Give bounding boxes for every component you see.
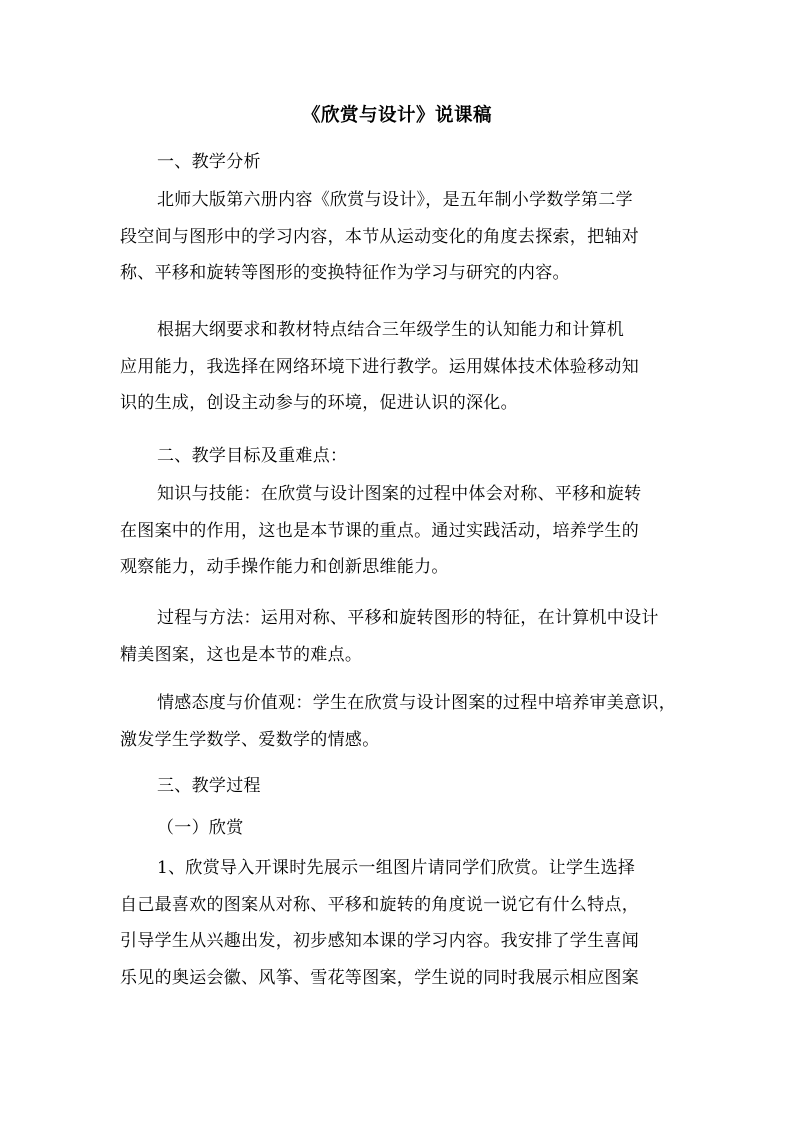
text-line: 观察能力，动手操作能力和创新思维能力。 xyxy=(120,557,449,577)
document-title: 《欣赏与设计》说课稿 xyxy=(301,105,492,126)
paragraph-knowledge-skills xyxy=(120,476,676,586)
section-heading-objectives xyxy=(120,438,676,475)
paragraph-process-methods xyxy=(120,600,676,673)
text-line: 北师大版第六册内容《欣赏与设计》，是五年制小学数学第二学 xyxy=(157,190,633,210)
text-line: 识的生成，创设主动参与的环境，促进认识的深化。 xyxy=(120,393,518,413)
text-line: 段空间与图形中的学习内容，本节从运动变化的角度去探索，把轴对 xyxy=(120,226,639,247)
text-line: 自己最喜欢的图案从对称、平移和旋转的角度说一说它有什么特点， xyxy=(120,894,639,915)
text-line: 根据大纲要求和教材特点结合三年级学生的认知能力和计算机 xyxy=(157,320,625,340)
text-line: 过程与方法：运用对称、平移和旋转图形的特征，在计算机中设计 xyxy=(157,608,659,628)
text-line: 精美图案，这也是本节的难点。 xyxy=(120,644,363,665)
text-line: 三、教学过程 xyxy=(157,776,261,796)
text-line: （一）欣赏 xyxy=(157,818,244,838)
text-line: 一、教学分析 xyxy=(157,152,261,172)
text-line: 引导学生从兴趣出发，初步感知本课的学习内容。我安排了学生喜闻 xyxy=(120,931,639,951)
paragraph-textbook-intro xyxy=(120,182,676,292)
text-line: 激发学生学数学、爱数学的情感。 xyxy=(120,729,380,750)
text-line: 知识与技能：在欣赏与设计图案的过程中体会对称、平移和旋转 xyxy=(157,484,642,504)
section-heading-analysis xyxy=(120,144,676,181)
section-heading-process xyxy=(120,768,676,805)
text-line: 称、平移和旋转等图形的变换特征作为学习与研究的内容。 xyxy=(120,263,570,283)
text-line: 二、教学目标及重难点： xyxy=(157,446,348,466)
text-line: 乐见的奥运会徽、风筝、雪花等图案，学生说的同时我展示相应图案 xyxy=(120,967,639,988)
paragraph-teaching-environment xyxy=(120,312,676,422)
text-line: 情感态度与价值观：学生在欣赏与设计图案的过程中培养审美意识， xyxy=(157,693,676,713)
text-line: 在图案中的作用，这也是本节课的重点。通过实践活动，培养学生的 xyxy=(120,520,639,541)
text-line: 应用能力，我选择在网络环境下进行教学。运用媒体技术体验移动知 xyxy=(120,356,639,377)
paragraph-appreciation-intro xyxy=(120,850,676,996)
subsection-heading-appreciation xyxy=(120,810,676,847)
text-line: 1、欣赏导入开课时先展示一组图片请同学们欣赏。让学生选择 xyxy=(157,858,636,878)
paragraph-emotion-values xyxy=(120,685,676,758)
